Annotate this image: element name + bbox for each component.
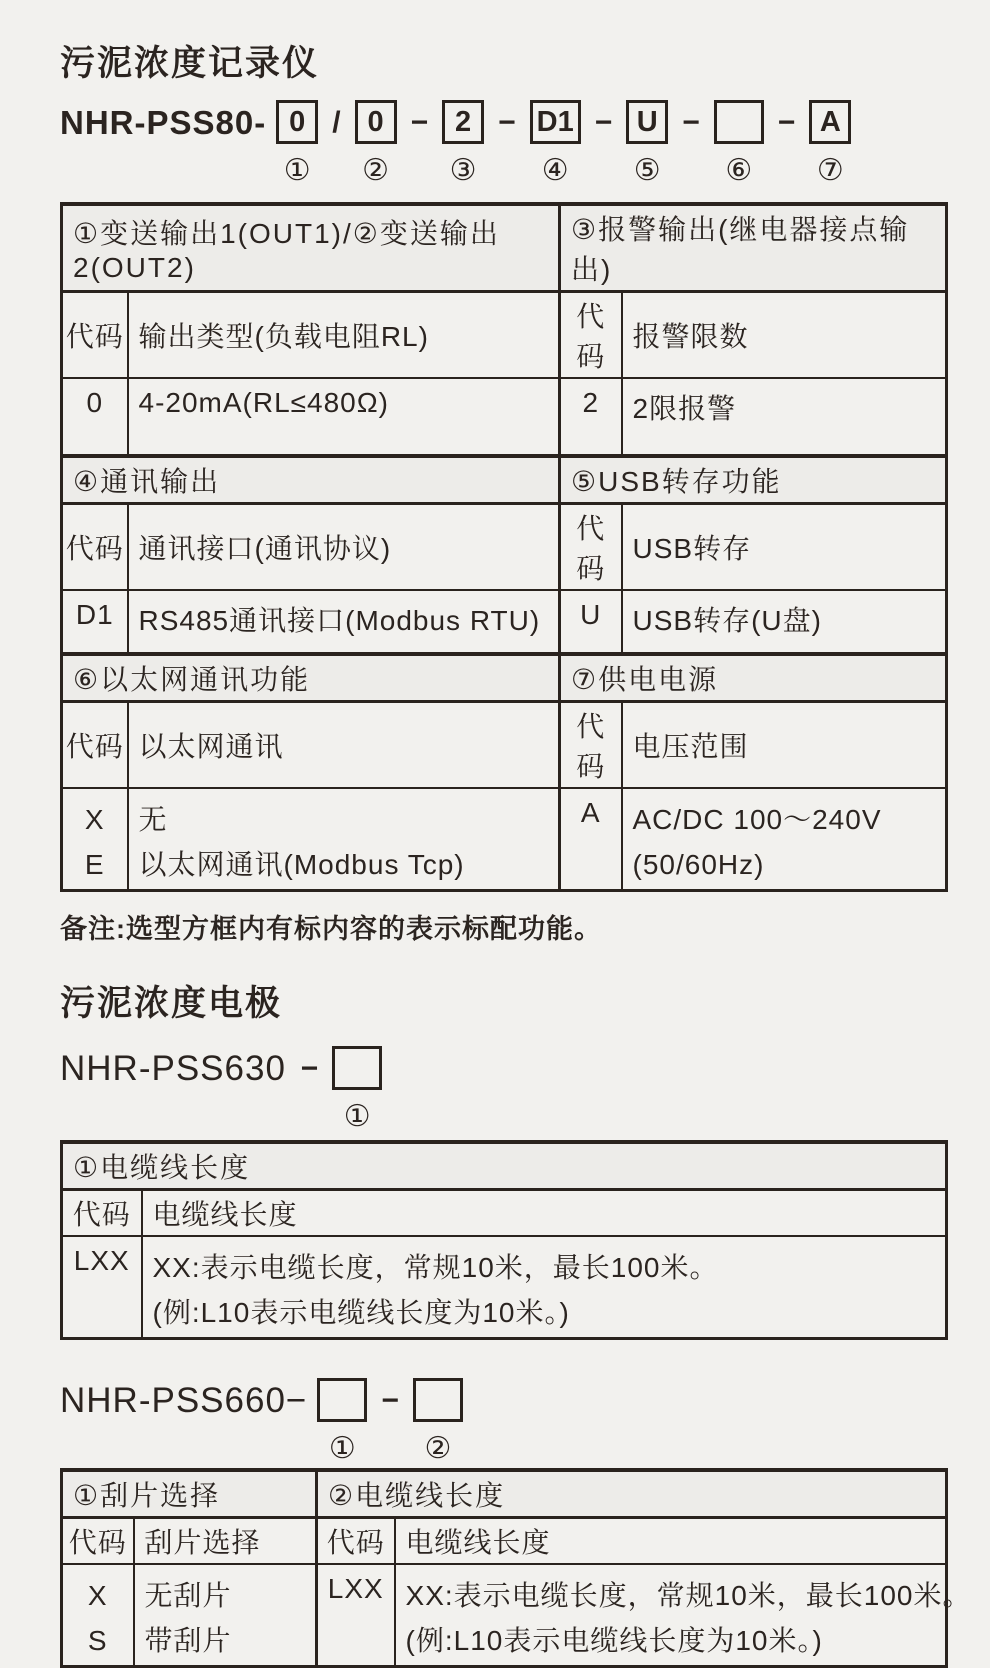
- pss660-box-1-empty: [317, 1378, 367, 1422]
- table3-left-descs: [134, 1564, 317, 1667]
- model-box-3: 2: [442, 100, 484, 144]
- table2-title-row: [62, 1142, 947, 1190]
- model-box-4: D1: [530, 100, 581, 144]
- pss630-circled-number-1: ①: [343, 1100, 371, 1133]
- section1-left-title: ①变送输出1(OUT1)/②变送输出2(OUT2): [62, 204, 560, 292]
- circled-number-5: ⑤: [633, 154, 661, 187]
- model-line-pss630: [60, 1046, 945, 1132]
- recorder-title: 污泥浓度记录仪: [60, 44, 320, 83]
- table3-right-code-label: 代码: [317, 1518, 395, 1565]
- selection-note: 备注:选型方框内有标内容的表示标配功能。: [60, 914, 602, 944]
- circled-number-3: ③: [449, 154, 477, 187]
- circled-number-2: ②: [362, 154, 390, 187]
- section3-right-title: ⑦供电电源: [560, 654, 947, 702]
- table1-section2-data-row: [62, 590, 947, 654]
- section1-right-code-label: 代码: [560, 292, 622, 379]
- table1-section3-header-row: [62, 654, 947, 702]
- section1-right-code: 2: [560, 378, 622, 456]
- electrode-title: 污泥浓度电极: [60, 984, 283, 1023]
- section3-left-desc-none: 无: [138, 804, 168, 835]
- table3-title-row: [62, 1470, 947, 1518]
- model-segment-1: [276, 100, 318, 186]
- model-prefix-pss630: NHR-PSS630: [60, 1049, 297, 1088]
- section3-right-code-label: 代码: [560, 702, 622, 789]
- table3-left-desc-no-wiper: 无刮片: [144, 1580, 232, 1611]
- model-box-5: U: [626, 100, 668, 144]
- section3-left-code-e: E: [84, 849, 105, 880]
- model-segment-4: [530, 100, 581, 186]
- section1-right-desc: 2限报警: [622, 378, 947, 456]
- table1-section1-data-row: [62, 378, 947, 456]
- table3-column-header-row: [62, 1518, 947, 1565]
- section3-left-code-label: 代码: [62, 702, 128, 789]
- table1-section2-column-header-row: [62, 504, 947, 591]
- circled-number-4: ④: [541, 154, 569, 187]
- pss630-box-1-empty: [332, 1046, 382, 1090]
- model-separator-dash-2: −: [498, 106, 516, 139]
- section3-right-descs: [622, 788, 947, 891]
- model-box-7: A: [809, 100, 851, 144]
- model-line-pss660: [60, 1378, 945, 1464]
- model-box-1: 0: [276, 100, 318, 144]
- table3-right-code: LXX: [317, 1564, 395, 1667]
- pss660-dash: −: [381, 1384, 399, 1417]
- circled-number-6: ⑥: [725, 154, 753, 187]
- table1-section3-data-row: [62, 788, 947, 891]
- table3-left-header: 刮片选择: [134, 1518, 317, 1565]
- table2-column-header-row: [62, 1190, 947, 1237]
- pss630-cable-table: [60, 1140, 948, 1340]
- table2-header: 电缆线长度: [142, 1190, 947, 1237]
- table3-right-desc-line2: (例:L10表示电缆线长度为10米。): [405, 1625, 823, 1656]
- section3-right-desc-frequency: (50/60Hz): [632, 849, 765, 880]
- table2-data-row: [62, 1236, 947, 1339]
- table1-section1-column-header-row: [62, 292, 947, 379]
- section1-right-title: ③报警输出(继电器接点输出): [560, 204, 947, 292]
- table2-descs: [142, 1236, 947, 1339]
- section3-left-codes: [62, 788, 128, 891]
- section1-left-code-label: 代码: [62, 292, 128, 379]
- section3-left-code-x: X: [84, 804, 105, 835]
- circled-number-1: ①: [283, 154, 311, 187]
- section2-right-header: USB转存: [622, 504, 947, 591]
- table3-left-code-s: S: [87, 1625, 108, 1656]
- table2-code-label: 代码: [62, 1190, 142, 1237]
- table1-section1-header-row: [62, 204, 947, 292]
- section2-right-code-label: 代码: [560, 504, 622, 591]
- table3-data-row: [62, 1564, 947, 1667]
- table2-desc-line2: (例:L10表示电缆线长度为10米。): [152, 1297, 570, 1328]
- section1-left-desc: 4-20mA(RL≤480Ω): [128, 378, 560, 456]
- table1-section2-header-row: [62, 456, 947, 504]
- section1-left-header: 输出类型(负载电阻RL): [128, 292, 560, 379]
- model-box-2: 0: [355, 100, 397, 144]
- pss660-circled-number-2: ②: [424, 1432, 452, 1465]
- model-segment-6: [714, 100, 764, 186]
- model-separator-slash: /: [332, 106, 341, 139]
- section2-left-code-label: 代码: [62, 504, 128, 591]
- section3-left-desc-ethernet: 以太网通讯(Modbus Tcp): [138, 849, 465, 880]
- model-segment-7: [809, 100, 851, 186]
- section2-right-title: ⑤USB转存功能: [560, 456, 947, 504]
- section3-left-descs: [128, 788, 560, 891]
- model-prefix-pss660: NHR-PSS660−: [60, 1381, 308, 1420]
- pss660-circled-number-1: ①: [328, 1432, 356, 1465]
- circled-number-7: ⑦: [816, 154, 844, 187]
- model-prefix-pss80: NHR-PSS80-: [60, 104, 267, 141]
- section3-left-title: ⑥以太网通讯功能: [62, 654, 560, 702]
- section2-left-code: D1: [62, 590, 128, 654]
- section2-right-desc: USB转存(U盘): [622, 590, 947, 654]
- model-line-pss80: [60, 100, 945, 186]
- section1-left-code: 0: [62, 378, 128, 456]
- section1-right-header: 报警限数: [622, 292, 947, 379]
- table2-title: ①电缆线长度: [62, 1142, 947, 1190]
- pss660-segment-1: [317, 1378, 367, 1464]
- table3-right-title: ②电缆线长度: [317, 1470, 947, 1518]
- model-separator-dash-5: −: [777, 106, 796, 139]
- table3-right-descs: [395, 1564, 972, 1667]
- section3-right-code: A: [560, 788, 622, 891]
- model-segment-2: [355, 100, 397, 186]
- pss660-selection-table: [60, 1468, 972, 1668]
- table1-section3-column-header-row: [62, 702, 947, 789]
- model-segment-5: [626, 100, 668, 186]
- table3-left-desc-with-wiper: 带刮片: [144, 1625, 232, 1656]
- pss660-segment-2: [413, 1378, 463, 1464]
- section2-left-title: ④通讯输出: [62, 456, 560, 504]
- table3-right-header: 电缆线长度: [395, 1518, 947, 1565]
- pss660-box-2-empty: [413, 1378, 463, 1422]
- model-box-6-empty: [714, 100, 764, 144]
- model-segment-3: [442, 100, 484, 186]
- section3-right-header: 电压范围: [622, 702, 947, 789]
- table3-left-title: ①刮片选择: [62, 1470, 317, 1518]
- pss630-dash: −: [300, 1052, 319, 1085]
- table2-code: LXX: [62, 1236, 142, 1339]
- section2-right-code: U: [560, 590, 622, 654]
- table3-left-codes: [62, 1564, 134, 1667]
- section2-left-desc: RS485通讯接口(Modbus RTU): [128, 590, 560, 654]
- section3-left-header: 以太网通讯: [128, 702, 560, 789]
- recorder-selection-table: [60, 202, 948, 892]
- section3-right-desc-voltage: AC/DC 100～240V: [632, 804, 882, 835]
- model-separator-dash-4: −: [682, 106, 700, 139]
- pss630-segment-1: [332, 1046, 382, 1132]
- table3-right-desc-line1: XX:表示电缆长度，常规10米，最长100米。: [405, 1580, 972, 1611]
- table2-desc-line1: XX:表示电缆长度，常规10米，最长100米。: [152, 1252, 719, 1283]
- model-separator-dash-3: −: [594, 106, 613, 139]
- model-separator-dash-1: −: [410, 106, 429, 139]
- table3-left-code-x: X: [87, 1580, 108, 1611]
- section2-left-header: 通讯接口(通讯协议): [128, 504, 560, 591]
- table3-left-code-label: 代码: [62, 1518, 134, 1565]
